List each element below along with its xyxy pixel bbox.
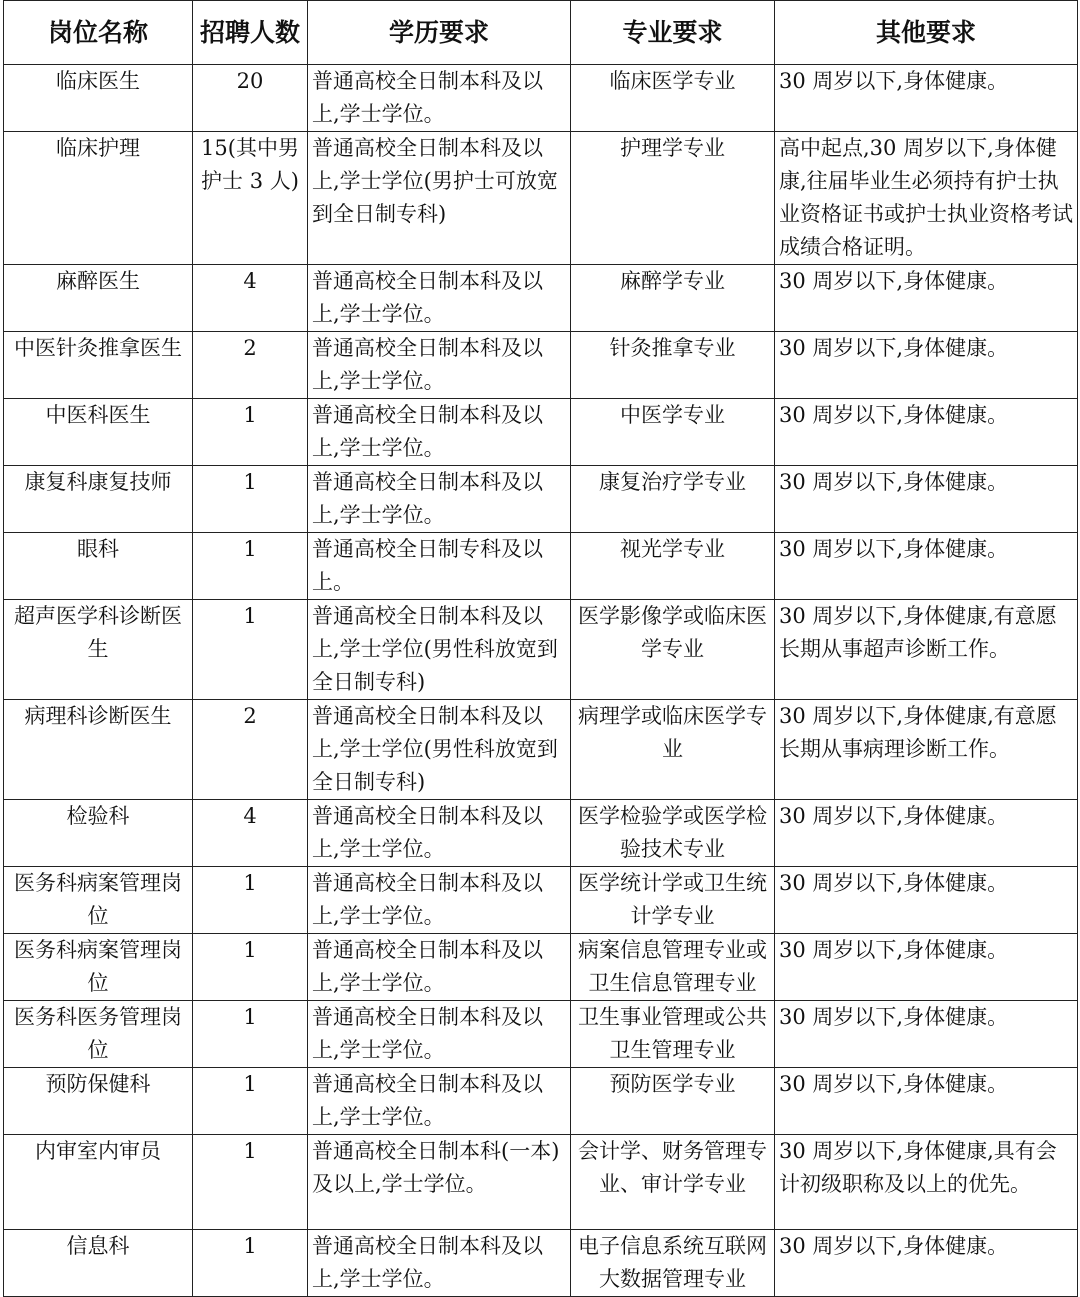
table-row xyxy=(4,800,1078,867)
headcount-cell: 1 xyxy=(193,600,308,700)
headcount-cell: 1 xyxy=(193,934,308,1001)
education-cell: 普通高校全日制本科及以上,学士学位(男性科放宽到全日制专科) xyxy=(308,700,571,800)
position-name-cell: 超声医学科诊断医生 xyxy=(4,600,193,700)
position-name-cell: 医务科病案管理岗位 xyxy=(4,934,193,1001)
other-requirements-cell: 高中起点,30 周岁以下,身体健康,往届毕业生必须持有护士执业资格证书或护士执业资格考试成绩合格证明。 xyxy=(775,132,1078,265)
table-row xyxy=(4,700,1078,800)
major-cell: 康复治疗学专业 xyxy=(571,466,775,533)
major-cell: 中医学专业 xyxy=(571,399,775,466)
position-name-cell: 医务科医务管理岗位 xyxy=(4,1001,193,1068)
major-cell: 病理学或临床医学专业 xyxy=(571,700,775,800)
other-requirements-cell: 30 周岁以下,身体健康。 xyxy=(775,399,1078,466)
education-cell: 普通高校全日制本科及以上,学士学位。 xyxy=(308,934,571,1001)
header-headcount: 招聘人数 xyxy=(193,1,308,65)
position-name-cell: 预防保健科 xyxy=(4,1068,193,1135)
major-cell: 麻醉学专业 xyxy=(571,265,775,332)
other-requirements-cell: 30 周岁以下,身体健康。 xyxy=(775,1068,1078,1135)
table-row xyxy=(4,1135,1078,1230)
other-requirements-cell: 30 周岁以下,身体健康,有意愿长期从事超声诊断工作。 xyxy=(775,600,1078,700)
education-cell: 普通高校全日制本科及以上,学士学位(男护士可放宽到全日制专科) xyxy=(308,132,571,265)
table-row xyxy=(4,533,1078,600)
education-cell: 普通高校全日制专科及以上。 xyxy=(308,533,571,600)
table-row xyxy=(4,1230,1078,1297)
education-cell: 普通高校全日制本科及以上,学士学位。 xyxy=(308,466,571,533)
position-name-cell: 中医科医生 xyxy=(4,399,193,466)
table-row xyxy=(4,332,1078,399)
position-name-cell: 眼科 xyxy=(4,533,193,600)
header-row xyxy=(4,1,1078,65)
major-cell: 卫生事业管理或公共卫生管理专业 xyxy=(571,1001,775,1068)
education-cell: 普通高校全日制本科及以上,学士学位。 xyxy=(308,65,571,132)
header-other: 其他要求 xyxy=(775,1,1078,65)
header-education: 学历要求 xyxy=(308,1,571,65)
table-row xyxy=(4,399,1078,466)
education-cell: 普通高校全日制本科及以上,学士学位。 xyxy=(308,1001,571,1068)
major-cell: 医学统计学或卫生统计学专业 xyxy=(571,867,775,934)
education-cell: 普通高校全日制本科(一本)及以上,学士学位。 xyxy=(308,1135,571,1230)
headcount-cell: 1 xyxy=(193,867,308,934)
headcount-cell: 1 xyxy=(193,1135,308,1230)
position-name-cell: 病理科诊断医生 xyxy=(4,700,193,800)
education-cell: 普通高校全日制本科及以上,学士学位(男性科放宽到全日制专科) xyxy=(308,600,571,700)
major-cell: 电子信息系统互联网大数据管理专业 xyxy=(571,1230,775,1297)
table-row xyxy=(4,132,1078,265)
headcount-cell: 2 xyxy=(193,332,308,399)
table-row xyxy=(4,466,1078,533)
headcount-cell: 2 xyxy=(193,700,308,800)
table-row xyxy=(4,1001,1078,1068)
major-cell: 会计学、财务管理专业、审计学专业 xyxy=(571,1135,775,1230)
major-cell: 预防医学专业 xyxy=(571,1068,775,1135)
other-requirements-cell: 30 周岁以下,身体健康,有意愿长期从事病理诊断工作。 xyxy=(775,700,1078,800)
table-row xyxy=(4,265,1078,332)
major-cell: 病案信息管理专业或卫生信息管理专业 xyxy=(571,934,775,1001)
major-cell: 临床医学专业 xyxy=(571,65,775,132)
major-cell: 护理学专业 xyxy=(571,132,775,265)
other-requirements-cell: 30 周岁以下,身体健康。 xyxy=(775,65,1078,132)
other-requirements-cell: 30 周岁以下,身体健康。 xyxy=(775,934,1078,1001)
position-name-cell: 医务科病案管理岗位 xyxy=(4,867,193,934)
position-name-cell: 麻醉医生 xyxy=(4,265,193,332)
other-requirements-cell: 30 周岁以下,身体健康,具有会计初级职称及以上的优先。 xyxy=(775,1135,1078,1230)
headcount-cell: 1 xyxy=(193,1068,308,1135)
position-name-cell: 中医针灸推拿医生 xyxy=(4,332,193,399)
position-name-cell: 检验科 xyxy=(4,800,193,867)
headcount-cell: 15(其中男护士 3 人) xyxy=(193,132,308,265)
education-cell: 普通高校全日制本科及以上,学士学位。 xyxy=(308,1230,571,1297)
position-name-cell: 康复科康复技师 xyxy=(4,466,193,533)
other-requirements-cell: 30 周岁以下,身体健康。 xyxy=(775,332,1078,399)
headcount-cell: 1 xyxy=(193,399,308,466)
major-cell: 视光学专业 xyxy=(571,533,775,600)
table-body xyxy=(4,65,1078,1297)
position-name-cell: 临床医生 xyxy=(4,65,193,132)
other-requirements-cell: 30 周岁以下,身体健康。 xyxy=(775,867,1078,934)
major-cell: 针灸推拿专业 xyxy=(571,332,775,399)
headcount-cell: 20 xyxy=(193,65,308,132)
education-cell: 普通高校全日制本科及以上,学士学位。 xyxy=(308,1068,571,1135)
other-requirements-cell: 30 周岁以下,身体健康。 xyxy=(775,265,1078,332)
education-cell: 普通高校全日制本科及以上,学士学位。 xyxy=(308,332,571,399)
major-cell: 医学检验学或医学检验技术专业 xyxy=(571,800,775,867)
other-requirements-cell: 30 周岁以下,身体健康。 xyxy=(775,466,1078,533)
header-major: 专业要求 xyxy=(571,1,775,65)
other-requirements-cell: 30 周岁以下,身体健康。 xyxy=(775,1230,1078,1297)
recruitment-table xyxy=(3,0,1078,1297)
other-requirements-cell: 30 周岁以下,身体健康。 xyxy=(775,533,1078,600)
table-row xyxy=(4,65,1078,132)
other-requirements-cell: 30 周岁以下,身体健康。 xyxy=(775,1001,1078,1068)
other-requirements-cell: 30 周岁以下,身体健康。 xyxy=(775,800,1078,867)
headcount-cell: 4 xyxy=(193,800,308,867)
headcount-cell: 4 xyxy=(193,265,308,332)
headcount-cell: 1 xyxy=(193,466,308,533)
position-name-cell: 临床护理 xyxy=(4,132,193,265)
education-cell: 普通高校全日制本科及以上,学士学位。 xyxy=(308,399,571,466)
education-cell: 普通高校全日制本科及以上,学士学位。 xyxy=(308,265,571,332)
headcount-cell: 1 xyxy=(193,533,308,600)
headcount-cell: 1 xyxy=(193,1001,308,1068)
header-position-name: 岗位名称 xyxy=(4,1,193,65)
major-cell: 医学影像学或临床医学专业 xyxy=(571,600,775,700)
table-row xyxy=(4,867,1078,934)
education-cell: 普通高校全日制本科及以上,学士学位。 xyxy=(308,867,571,934)
position-name-cell: 内审室内审员 xyxy=(4,1135,193,1230)
table-row xyxy=(4,600,1078,700)
education-cell: 普通高校全日制本科及以上,学士学位。 xyxy=(308,800,571,867)
headcount-cell: 1 xyxy=(193,1230,308,1297)
table-row xyxy=(4,1068,1078,1135)
position-name-cell: 信息科 xyxy=(4,1230,193,1297)
table-row xyxy=(4,934,1078,1001)
